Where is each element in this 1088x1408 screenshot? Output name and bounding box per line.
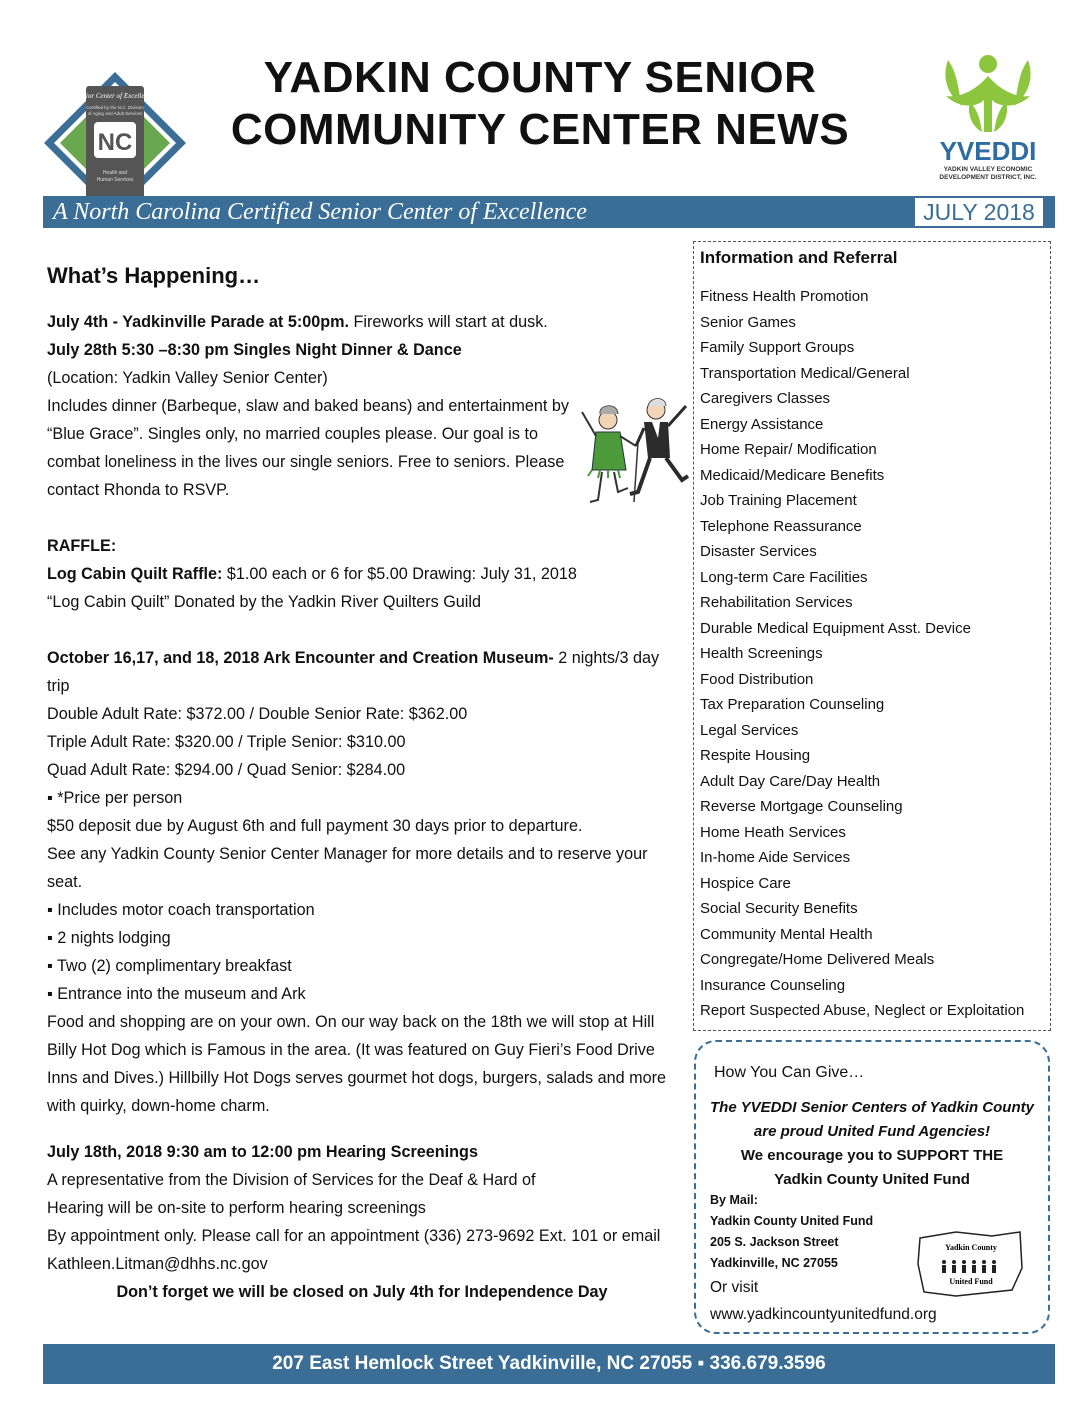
- price-note: ▪ *Price per person: [47, 789, 183, 807]
- referral-item: Congregate/Home Delivered Meals: [700, 951, 935, 968]
- referral-item: Health Screenings: [700, 645, 823, 662]
- referral-item: Fitness Health Promotion: [700, 288, 869, 305]
- singles-desc-3: combat loneliness in the lives our single seniors. Free to seniors. Please: [47, 453, 565, 471]
- food-line-2: Billy Hot Dog which is Famous in the area. (It was featured on Guy Fieri’s Food Drive: [47, 1041, 655, 1059]
- senior-center-excellence-badge: [42, 70, 188, 216]
- referral-item: Long-term Care Facilities: [700, 568, 868, 586]
- hearing-email[interactable]: Kathleen.Litman@dhhs.nc.gov: [47, 1255, 268, 1273]
- parade-event: [47, 308, 677, 336]
- give-line-4: Yadkin County United Fund: [774, 1171, 970, 1188]
- hearing-line-2: Hearing will be on-site to perform hearing screenings: [47, 1199, 426, 1217]
- give-line-2: are proud United Fund Agencies!: [753, 1123, 991, 1140]
- referral-item: Home Heath Services: [700, 823, 846, 841]
- badge-sub2: of Aging and Adult Services: [87, 111, 143, 116]
- referral-item: Home Repair/ Modification: [700, 441, 877, 458]
- united-fund-url[interactable]: www.yadkincountyunitedfund.org: [710, 1306, 937, 1323]
- badge-sub1: Certified by the N.C. Division: [86, 105, 144, 110]
- referral-item: Telephone Reassurance: [700, 517, 862, 535]
- referral-item: In-home Aide Services: [700, 849, 851, 866]
- yveddi-logo: [918, 52, 1058, 182]
- badge-caption: Senior Center of Excellence: [75, 92, 155, 100]
- how-you-can-give-box: [694, 1040, 1050, 1334]
- mail-name: Yadkin County United Fund: [710, 1214, 874, 1228]
- give-line-3: We encourage you to SUPPORT THE: [740, 1147, 1004, 1164]
- issue-date: JULY 2018: [915, 198, 1043, 226]
- food-line-3: Inns and Dives.) Hillbilly Hot Dogs serves gourmet hot dogs, burgers, salads and more: [47, 1069, 667, 1087]
- referral-item: Tax Preparation Counseling: [700, 696, 885, 713]
- referral-item: Rehabilitation Services: [700, 594, 853, 611]
- mail-address: [710, 1190, 873, 1274]
- referral-list: [700, 284, 1024, 1024]
- referral-item: Respite Housing: [700, 747, 811, 764]
- see-manager-2: seat.: [47, 873, 83, 891]
- referral-item: Family Support Groups: [700, 339, 855, 356]
- food-line-1: Food and shopping are on your own. On our way back on the 18th we will stop at Hill: [47, 1013, 655, 1031]
- deposit-note: $50 deposit due by August 6th and full payment 30 days prior to departure.: [47, 817, 583, 835]
- referral-item: Medicaid/Medicare Benefits: [700, 466, 885, 484]
- referral-item: Social Security Benefits: [700, 900, 858, 917]
- hearing-line-1: A representative from the Division of Services for the Deaf & Hard of: [47, 1171, 536, 1189]
- badge-nc: NC: [97, 129, 133, 156]
- referral-item: Senior Games: [700, 313, 796, 331]
- rate-quad: Quad Adult Rate: $294.00 / Quad Senior: $284.00: [47, 761, 406, 779]
- logo-sub1: YADKIN VALLEY ECONOMIC: [943, 166, 1033, 173]
- map-label-1: Yadkin County: [945, 1243, 997, 1252]
- singles-desc-1: Includes dinner (Barbeque, slaw and baked beans) and entertainment by: [47, 397, 569, 415]
- referral-item: Disaster Services: [700, 543, 817, 560]
- section-heading: What’s Happening…: [47, 263, 261, 288]
- referral-item: Energy Assistance: [700, 415, 824, 433]
- raffle-heading: [47, 532, 677, 560]
- mail-city: Yadkinville, NC 27055: [710, 1256, 838, 1270]
- referral-item: Report Suspected Abuse, Neglect or Exploitation: [700, 1002, 1025, 1019]
- referral-item: Insurance Counseling: [700, 976, 846, 994]
- parade-title: July 4th - Yadkinville Parade at 5:00pm.: [47, 313, 349, 331]
- or-visit: Or visit: [710, 1279, 759, 1296]
- referral-item: Transportation Medical/General: [700, 364, 910, 382]
- hearing-line-3: By appointment only. Please call for an appointment (336) 273-9692 Ext. 101 or email: [47, 1227, 661, 1245]
- singles-desc-4: contact Rhonda to RSVP.: [47, 481, 230, 499]
- rate-triple: Triple Adult Rate: $320.00 / Triple Senior: $310.00: [47, 733, 406, 751]
- parade-detail: Fireworks will start at dusk.: [349, 313, 548, 331]
- referral-item: Legal Services: [700, 721, 799, 739]
- closure-notice: Don’t forget we will be closed on July 4th for Independence Day: [116, 1283, 608, 1301]
- includes-transport: ▪ Includes motor coach transportation: [47, 901, 315, 919]
- logo-name: YVEDDI: [939, 136, 1037, 166]
- singles-title: [47, 336, 677, 364]
- united-fund-county-map-logo: [916, 1228, 1026, 1300]
- referral-item: Job Training Placement: [700, 492, 857, 509]
- map-label-2: United Fund: [949, 1277, 993, 1286]
- newsletter-title: [200, 52, 880, 156]
- includes-lodging: ▪ 2 nights lodging: [47, 929, 171, 947]
- ark-title: [47, 644, 677, 672]
- mail-label: By Mail:: [710, 1193, 758, 1207]
- information-referral-box: [693, 241, 1051, 1031]
- includes-entrance: ▪ Entrance into the museum and Ark: [47, 985, 306, 1003]
- give-line-1: The YVEDDI Senior Centers of Yadkin County: [710, 1099, 1034, 1116]
- raffle-heading-text: RAFFLE:: [47, 537, 117, 555]
- raffle-line-2: “Log Cabin Quilt” Donated by the Yadkin River Quilters Guild: [47, 593, 481, 611]
- hearing-title: [47, 1138, 677, 1166]
- title-line-2: COMMUNITY CENTER NEWS: [230, 105, 850, 154]
- mail-street: 205 S. Jackson Street: [710, 1235, 839, 1249]
- rate-double: Double Adult Rate: $372.00 / Double Senior Rate: $362.00: [47, 705, 468, 723]
- tagline-banner: [43, 196, 1055, 228]
- ark-title-text: October 16,17, and 18, 2018 Ark Encounter and Creation Museum-: [47, 649, 554, 667]
- singles-location: (Location: Yadkin Valley Senior Center): [47, 369, 328, 387]
- give-message: [696, 1096, 1048, 1192]
- give-title: How You Can Give…: [714, 1064, 865, 1081]
- referral-item: Food Distribution: [700, 670, 814, 688]
- raffle-title: Log Cabin Quilt Raffle:: [47, 565, 223, 583]
- see-manager-1: See any Yadkin County Senior Center Manager for more details and to reserve your: [47, 845, 648, 863]
- referral-item: Community Mental Health: [700, 925, 873, 943]
- banner-tagline: A North Carolina Certified Senior Center of Excellence: [53, 199, 587, 225]
- referral-item: Reverse Mortgage Counseling: [700, 798, 903, 815]
- ark-trip: trip: [47, 677, 70, 695]
- badge-bottom1: Health and: [102, 170, 128, 176]
- singles-desc-2: “Blue Grace”. Singles only, no married couples please. Our goal is to: [47, 425, 538, 443]
- referral-item: Durable Medical Equipment Asst. Device: [700, 619, 971, 637]
- food-line-4: with quirky, down-home charm.: [47, 1097, 270, 1115]
- badge-bottom2: Human Services: [96, 177, 134, 183]
- referral-item: Hospice Care: [700, 874, 791, 892]
- info-title: Information and Referral: [700, 248, 898, 267]
- visit-block: [710, 1274, 937, 1328]
- referral-item: Adult Day Care/Day Health: [700, 772, 881, 790]
- includes-breakfast: ▪ Two (2) complimentary breakfast: [47, 957, 292, 975]
- hearing-title-text: July 18th, 2018 9:30 am to 12:00 pm Hearing Screenings: [47, 1143, 478, 1161]
- logo-sub2: DEVELOPMENT DISTRICT, INC.: [939, 174, 1037, 181]
- footer-address-bar: 207 East Hemlock Street Yadkinville, NC 27055 ▪ 336.679.3596: [43, 1344, 1055, 1384]
- dancing-couple-illustration: [578, 392, 693, 512]
- raffle-detail: $1.00 each or 6 for $5.00 Drawing: July 31, 2018: [222, 565, 577, 583]
- referral-item: Caregivers Classes: [700, 390, 831, 407]
- ark-duration: 2 nights/3 day: [553, 649, 660, 667]
- raffle-line-1: [47, 560, 677, 588]
- title-line-1: YADKIN COUNTY SENIOR: [263, 53, 817, 102]
- singles-title-text: July 28th 5:30 –8:30 pm Singles Night Dinner & Dance: [47, 341, 462, 359]
